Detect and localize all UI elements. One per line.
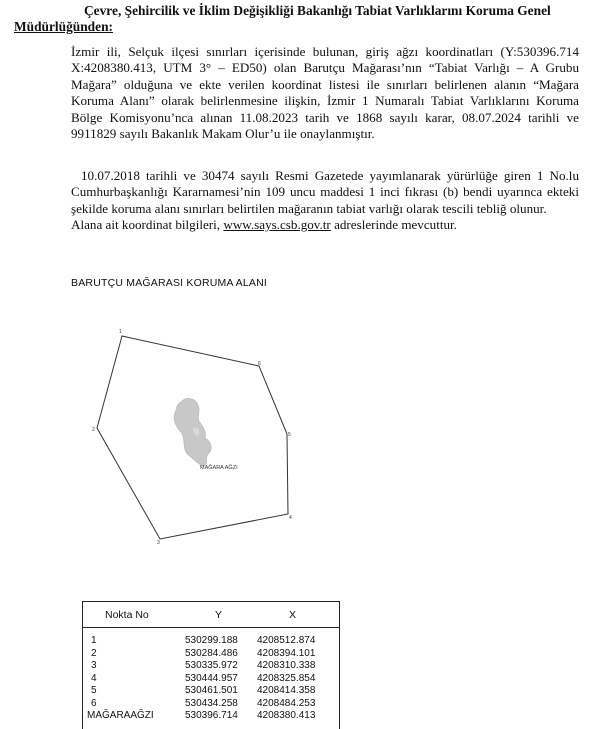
row-y: 530444.957 xyxy=(185,672,238,684)
row-y: 530335.972 xyxy=(185,660,238,671)
heading-line-2: Müdürlüğünden: xyxy=(14,19,113,34)
row-x: 4208380.413 xyxy=(257,710,316,721)
row-point: 2 xyxy=(91,647,97,659)
paragraph-decision: İzmir ili, Selçuk ilçesi sınırları içerisinde bulunan, giriş ağzı koordinatları (Y:530396.714 X:4208380.413, UTM 3° – ED50) olan Barutçu Mağarası’nın “Tabiat Varlığı – A Grubu Mağara” olduğuna ve ekte verilen koordinat listesi ile sınırları belirlenen alanın “Mağara Koruma Alanı” olarak belirlenmesine ilişkin, İzmir 1 Numaralı Tabiat Varlıklarını Koruma Bölge Komisyonu’nca alınan 11.08.2023 tarih ve 1868 sayılı karar, 08.07.2024 tarihli ve 9911829 sayılı Bakanlık Makam Olur’u ile onaylanmıştır. xyxy=(71,44,579,142)
table-row xyxy=(83,698,339,711)
row-point: 1 xyxy=(91,635,97,646)
row-x: 4208394.101 xyxy=(257,647,316,659)
header-x: X xyxy=(289,609,297,621)
row-x: 4208310.338 xyxy=(257,660,316,671)
plan-title: BARUTÇU MAĞARASI KORUMA ALANI xyxy=(71,277,268,289)
says-link[interactable]: www.says.csb.gov.tr xyxy=(223,217,331,233)
vertex-label-1: 1 xyxy=(119,329,122,335)
row-y: 530434.258 xyxy=(185,697,238,709)
row-x: 4208414.358 xyxy=(257,685,316,696)
row-point: 6 xyxy=(91,697,97,709)
heading-line-1: Çevre, Şehircilik ve İklim Değişikliği Bakanlığı Tabiat Varlıklarını Koruma Genel xyxy=(84,3,551,18)
table-row xyxy=(83,635,339,648)
table-header xyxy=(83,602,339,628)
vertex-label-5: 5 xyxy=(288,432,291,438)
row-x: 4208325.854 xyxy=(257,672,316,684)
registration-text: 10.07.2018 tarihli ve 30474 sayılı Resmi Gazetede yayımlanarak yürürlüğe giren 1 No.lu Cumhurbaşkanlığı Kararnamesi’nin 109 uncu maddesi 1 inci fıkrası (b) bendi uyarınca ekteki şekilde koruma alanı sınırları belirtilen mağaranın tabiat varlığı olarak tescili tebliğ olunur. xyxy=(71,168,579,216)
table-row xyxy=(83,648,339,661)
coord-prefix: Alana ait koordinat bilgileri, xyxy=(71,217,221,233)
vertex-label-3: 3 xyxy=(157,540,160,546)
table-row xyxy=(83,673,339,686)
row-y: 530396.714 xyxy=(185,710,238,721)
table-row xyxy=(83,685,339,698)
row-point: 4 xyxy=(91,672,97,684)
row-y: 530461.501 xyxy=(185,685,238,696)
row-y: 530299.188 xyxy=(185,635,238,646)
cave-outline xyxy=(174,398,211,466)
coordinate-table xyxy=(82,601,340,729)
coord-suffix: adreslerinde mevcuttur. xyxy=(334,217,457,233)
table-row xyxy=(83,710,339,723)
row-point: MAĞARAAĞZI xyxy=(87,710,154,721)
row-x: 4208512.874 xyxy=(257,635,316,646)
row-x: 4208484.253 xyxy=(257,697,316,709)
vertex-label-2: 2 xyxy=(92,427,95,433)
row-point: 3 xyxy=(91,660,97,671)
header-y: Y xyxy=(215,609,223,621)
cave-entrance-label: MAĞARA AĞZI xyxy=(200,465,238,471)
vertex-label-6: 6 xyxy=(258,361,261,367)
vertex-label-4: 4 xyxy=(289,515,292,521)
row-point: 5 xyxy=(91,685,97,696)
table-row xyxy=(83,660,339,673)
row-y: 530284.486 xyxy=(185,647,238,659)
header-nokta: Nokta No xyxy=(105,609,149,621)
